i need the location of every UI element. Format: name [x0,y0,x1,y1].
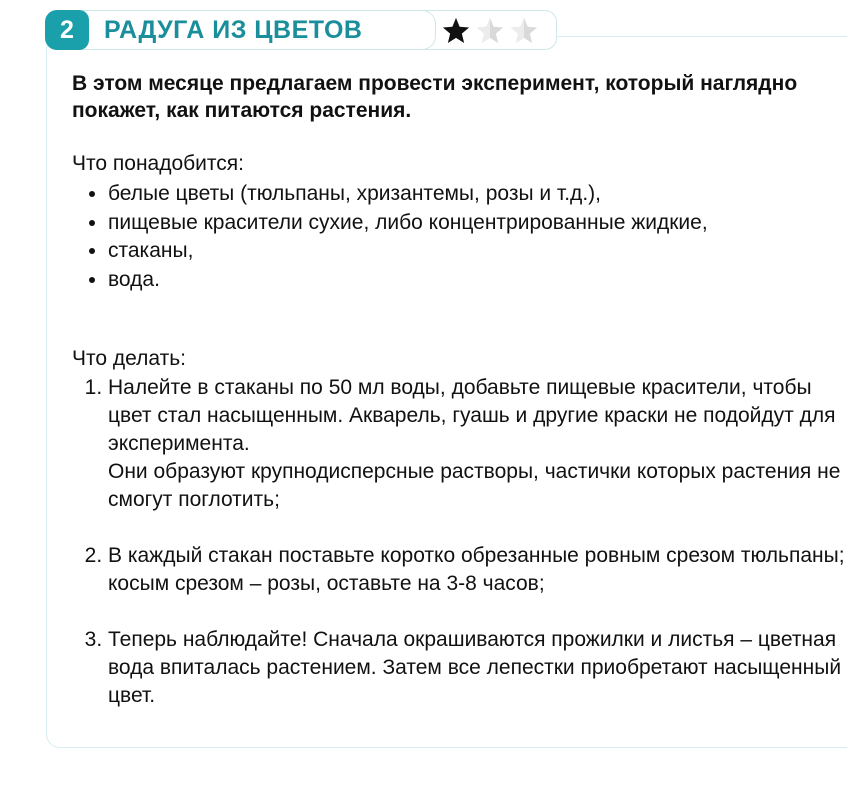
step-text: Налейте в стаканы по 50 мл воды, добавьте пищевые красители, чтобы цвет стал насыщенным. Акварель, гуашь и другие краски не подойдут для эксперимента. [108,376,836,455]
section-number-badge [45,10,89,50]
difficulty-rating [441,16,539,46]
step-text: Теперь наблюдайте! Сначала окрашиваются прожилки и листья – цветная вода впиталась растением. Затем все лепестки приобретают насыщенный цвет. [108,628,842,707]
step-text: В каждый стакан поставьте коротко обрезанные ровным срезом тюльпаны; косым срезом – розы, оставьте на 3-8 часов; [108,544,845,595]
list-item: • пищевые красители сухие, либо концентрированные жидкие, [108,209,847,238]
needed-heading: Что понадобится: [72,152,244,175]
intro-text: В этом месяце предлагаем провести эксперимент, который наглядно покажет, как питаются растения. [72,72,798,122]
step-item [108,626,847,710]
step-item [108,374,847,514]
step-note: Они образуют крупнодисперсные растворы, частички которых растения не смогут поглотить; [108,460,841,511]
list-item: • белые цветы (тюльпаны, хризантемы, розы и т.д.), [108,180,847,209]
list-item: • стаканы, [108,237,847,266]
steps-list [72,374,847,738]
step-item [108,542,847,598]
section-title: РАДУГА ИЗ ЦВЕТОВ [104,16,363,44]
needed-list [72,180,847,294]
star-filled-icon [441,16,471,46]
star-empty-icon [509,16,539,46]
todo-heading: Что делать: [72,347,186,370]
section-number: 2 [60,15,74,44]
list-item: • вода. [108,266,847,295]
section-header [45,10,557,50]
star-empty-icon [475,16,505,46]
